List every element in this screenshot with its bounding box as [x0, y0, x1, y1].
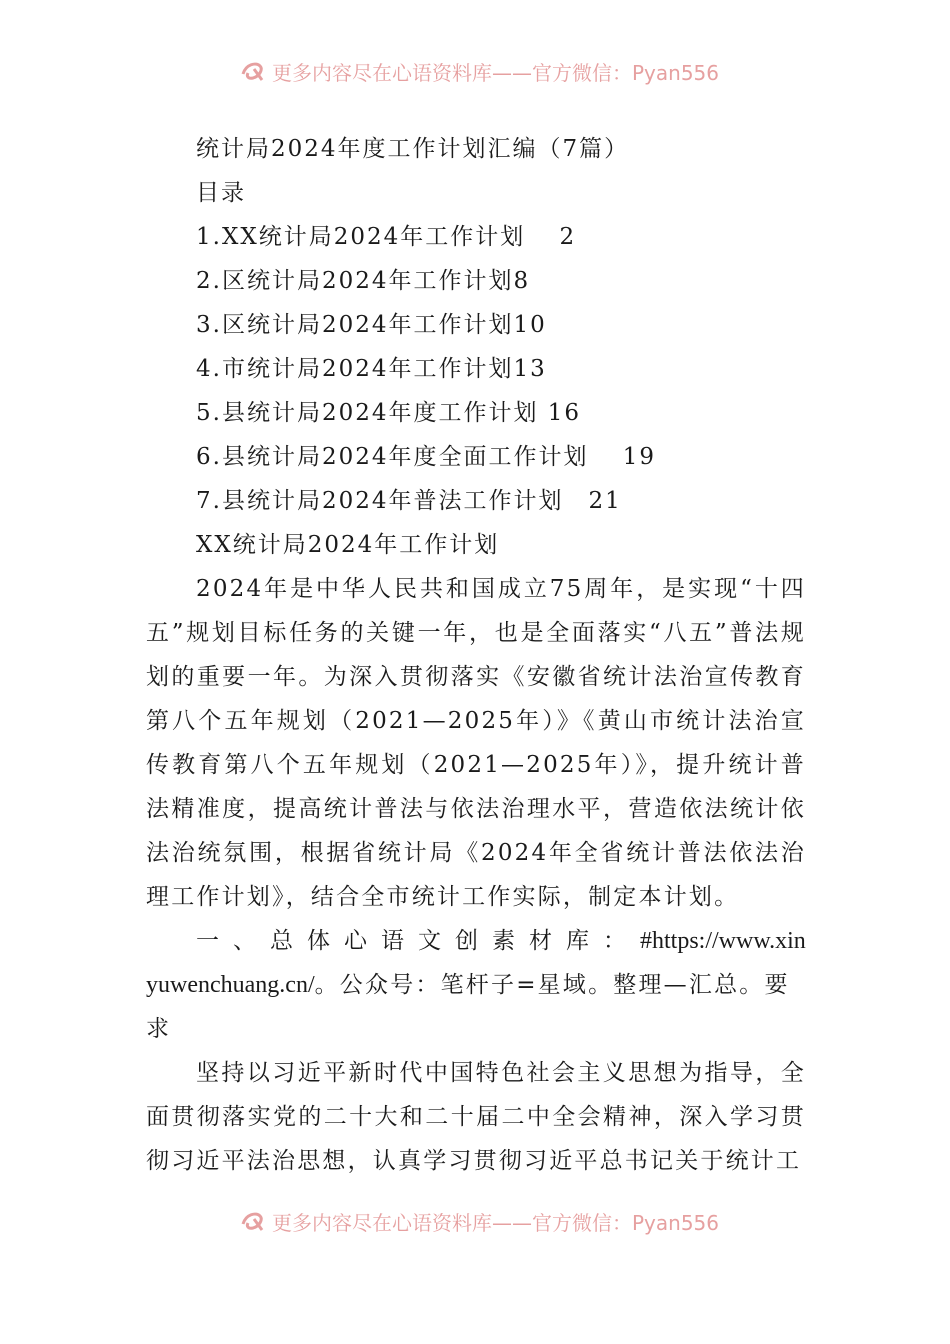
document-title: 统计局2024年度工作计划汇编（7篇）: [196, 136, 630, 162]
intro-paragraph: 2024年是中华人民共和国成立75周年，是实现“十四五”规划目标任务的关键一年，也是全面落实“八五”普法规划的重要一年。为深入贯彻落实《安徽省统计法治宣传教育第八个五年规划（2021—2025年）》《黄山市统计法治宣传教育第八个五年规划（2021—2025年）》，提升统计普法精准度，提高统计普法与依法治理水平，营造依法统计依法治统氛围，根据省统计局《2024年全省统计普法依法治理工作计划》，结合全市统计工作实际，制定本计划。: [146, 576, 806, 910]
header-watermark-banner: [240, 56, 720, 86]
banner-text: 更多内容尽在心语资料库——官方微信：Pyan556: [272, 1210, 720, 1235]
toc-item[interactable]: 6.县统计局2024年度全面工作计划 19: [196, 444, 657, 470]
section-heading-one: [146, 919, 806, 1051]
document-page: [146, 127, 806, 1183]
toc-item[interactable]: 2.区统计局2024年工作计划8: [196, 268, 531, 294]
toc-item[interactable]: 4.市统计局2024年工作计划13: [196, 356, 547, 382]
footer-watermark-banner: [240, 1206, 720, 1236]
toc-item[interactable]: 7.县统计局2024年普法工作计划 21: [196, 488, 622, 514]
body-paragraph: 坚持以习近平新时代中国特色社会主义思想为指导，全面贯彻落实党的二十大和二十届二中全会精神，深入学习贯彻习近平法治思想，认真学习贯彻习近平总书记关于统计工: [146, 1060, 806, 1174]
heading-one-suffix: 。公众号：笔杆子=星域。整理—汇总。要求: [146, 972, 790, 1042]
heading-one-prefix: 一、总体心语文创素材库：: [196, 928, 640, 954]
section-title: XX统计局2024年工作计划: [196, 532, 500, 558]
logo-icon: [240, 1210, 266, 1232]
toc-item[interactable]: 3.区统计局2024年工作计划10: [196, 312, 547, 338]
logo-icon: [240, 60, 266, 82]
toc-item[interactable]: 5.县统计局2024年度工作计划 16: [196, 400, 582, 426]
banner-text: 更多内容尽在心语资料库——官方微信：Pyan556: [272, 60, 720, 85]
toc-item[interactable]: 1.XX统计局2024年工作计划 2: [196, 224, 577, 250]
heading-one-link[interactable]: #https://www.xinyuwenchuang.cn/: [146, 928, 806, 998]
toc-heading: 目录: [196, 180, 246, 206]
